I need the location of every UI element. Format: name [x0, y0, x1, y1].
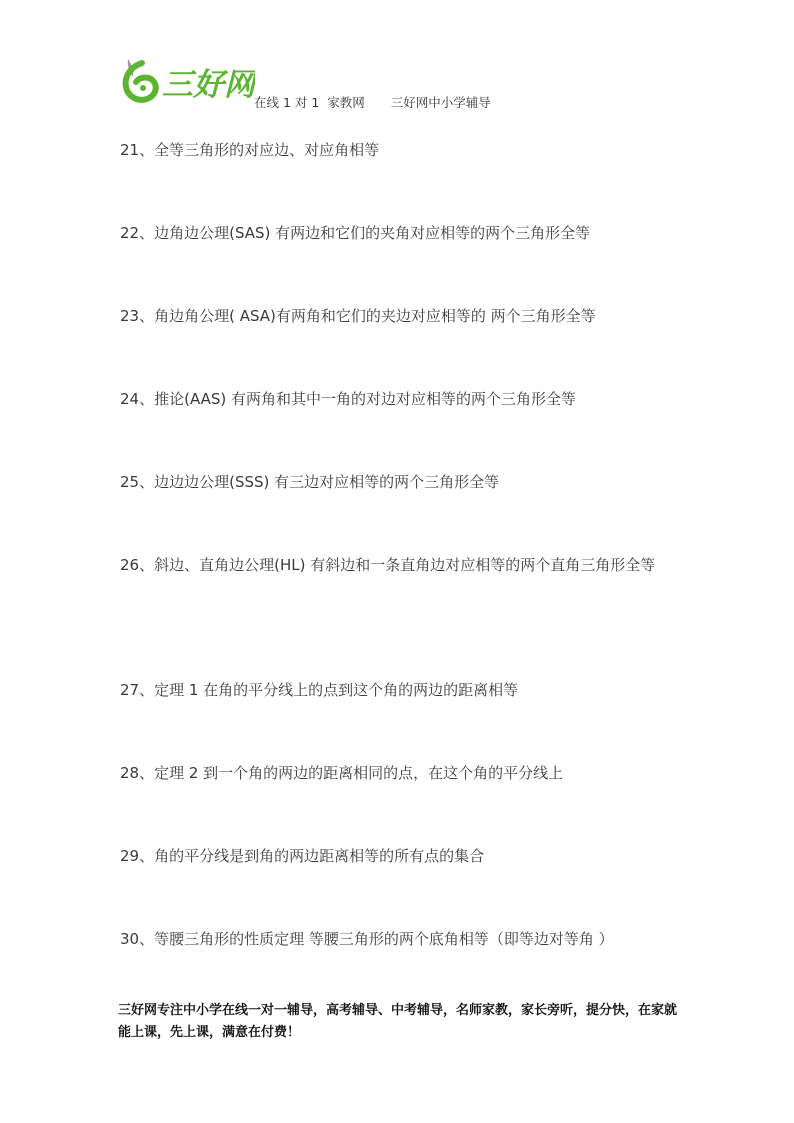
footer-promo-text: 三好网专注中小学在线一对一辅导，高考辅导、中考辅导，名师家教，家长旁听，提分快，在家就能上课，先上课，满意在付费！ — [118, 1003, 678, 1040]
sanhao-logo — [120, 55, 255, 107]
list-item: 21、全等三角形的对应边、对应角相等 — [120, 141, 380, 159]
list-item: 24、推论(AAS) 有两角和其中一角的对边对应相等的两个三角形全等 — [120, 390, 577, 408]
list-item: 29、角的平分线是到角的两边距离相等的所有点的集合 — [120, 847, 485, 865]
list-item: 27、定理 1 在角的平分线上的点到这个角的两边的距离相等 — [120, 681, 519, 699]
list-item: 25、边边边公理(SSS) 有三边对应相等的两个三角形全等 — [120, 473, 500, 491]
list-item: 30、等腰三角形的性质定理 等腰三角形的两个底角相等（即等边对等角 ） — [120, 930, 614, 948]
tagline-left: 在线 1 对 1 家教网 — [254, 95, 365, 110]
header-tagline — [254, 93, 491, 111]
list-item: 22、边角边公理(SAS) 有两边和它们的夹角对应相等的两个三角形全等 — [120, 224, 591, 242]
list-item: 23、角边角公理( ASA)有两角和它们的夹边对应相等的 两个三角形全等 — [120, 307, 596, 325]
brand-name: 三好网 — [162, 67, 255, 103]
list-item: 28、定理 2 到一个角的两边的距离相同的点，在这个角的平分线上 — [120, 764, 564, 782]
page-header — [120, 55, 680, 115]
tagline-right: 三好网中小学辅导 — [390, 95, 491, 110]
list-item: 26、斜边、直角边公理(HL) 有斜边和一条直角边对应相等的两个直角三角形全等 — [120, 556, 656, 574]
